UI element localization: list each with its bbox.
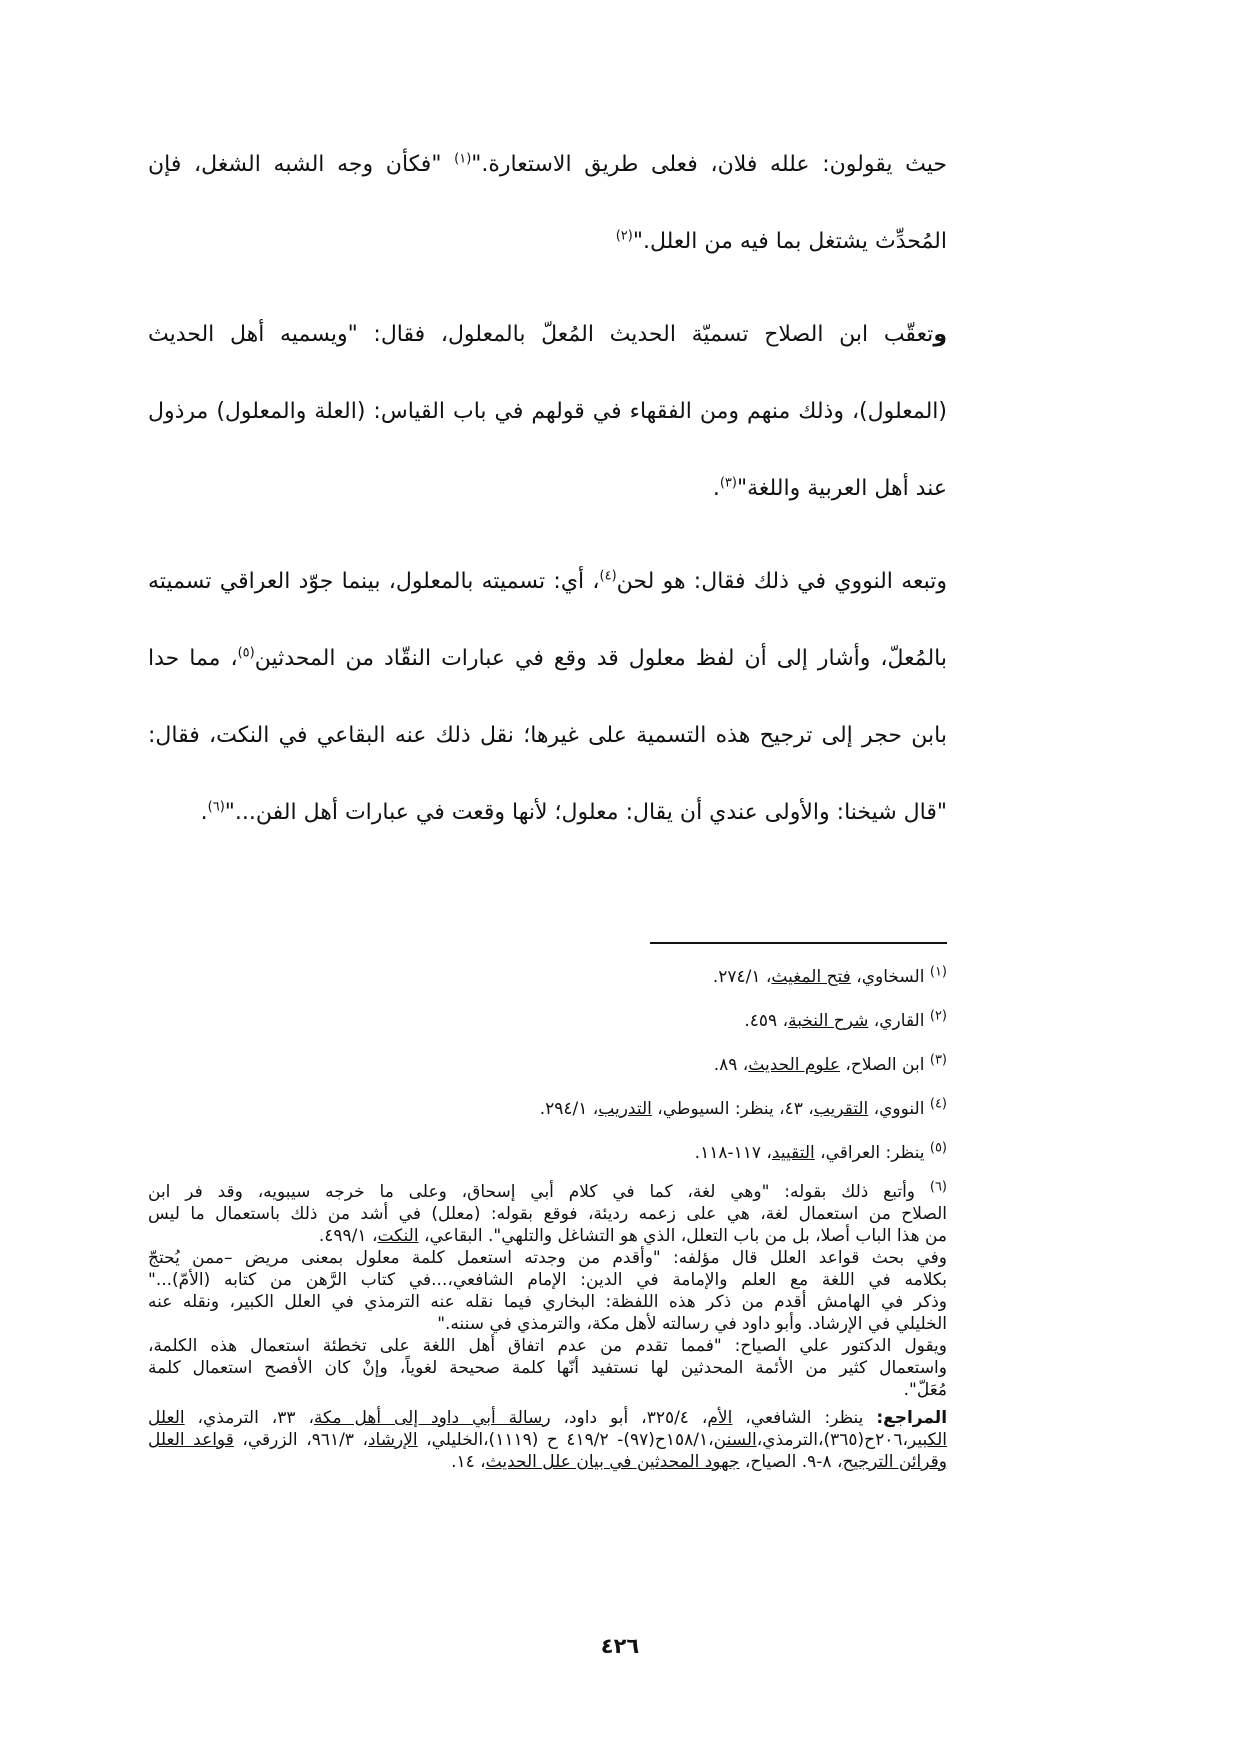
footnote-6-line <box>148 1181 947 1203</box>
paragraph-2-text: تعقّب ابن الصلاح تسميّة الحديث المُعلّ بالمعلول، فقال: "ويسميه أهل الحديث (المعلول)، وذلك منهم ومن الفقهاء في قولهم في باب القياس: (العلة والمعلول) مرذول عند أهل العربية واللغة" <box>148 322 947 501</box>
footnote-2-page: ، ٤٥٩. <box>744 1011 789 1031</box>
references-text: ، ٣٣، الترمذي، <box>184 1408 314 1428</box>
footnote-4-num: (٤) <box>929 1096 947 1112</box>
footnote-5-author: ينظر: العراقي، <box>814 1143 930 1163</box>
reference-title: الإرشاد <box>367 1430 418 1450</box>
footnote-5 <box>148 1131 947 1175</box>
paragraph-2-end: . <box>712 476 720 501</box>
footnote-6-line: وفي بحث قواعد العلل قال مؤلفه: "وأقدم من وجدته استعمل كلمة معلول بمعنى مريض –ممن يُحتجّ <box>148 1248 947 1268</box>
references-text: ،٢٠٦ح(٣٦٥)،الترمذي، <box>756 1430 909 1450</box>
footnote-1-title: فتح المغيث <box>771 967 851 987</box>
footnote-4-title: التقريب <box>813 1099 869 1119</box>
footnote-6-line: بكلامه في اللغة مع العلم والإمامة في الدين: الإمام الشافعي،...في كتاب الرَّهن من كتابه (الأمّ)..." <box>148 1270 947 1290</box>
paragraph-1-text-cont: "فكأن وجه الشبه الشغل، فإن المُحدِّث يشتغل بما فيه من العلل." <box>148 152 947 254</box>
reference-title: قواعد العلل وقرائن الترجيح <box>148 1430 947 1472</box>
footnote-5-page: ، ١١٧-١١٨. <box>694 1143 772 1163</box>
footnote-1-author: السخاوي، <box>850 967 930 987</box>
footnote-3-author: ابن الصلاح، <box>840 1055 930 1075</box>
paragraph-3-text: وتبعه النووي في ذلك فقال: هو لحن <box>616 569 947 594</box>
references-text: ، ٨-٩. الصياح، <box>739 1452 843 1472</box>
paragraph-3 <box>148 543 947 851</box>
footnote-2-title: شرح النخبة <box>788 1011 869 1031</box>
footnote-2-author: القاري، <box>868 1011 930 1031</box>
paragraph-3-text-cont2: ، مما حدا بابن حجر إلى ترجيح هذه التسمية على غيرها؛ نقل ذلك عنه البقاعي في النكت، فقال: "قال شيخنا: والأولى عندي أن يقال: معلول؛ لأنها وقعت في عبارات أهل الفن..." <box>148 646 947 825</box>
footnote-6-title: النكت <box>377 1226 419 1246</box>
footnote-2-num: (٢) <box>929 1008 947 1024</box>
paragraph-3-text-cont: ، أي: تسميته بالمعلول، بينما جوّد العراقي تسميته بالمُعلّ، وأشار إلى أن لفظ معلول قد وقع في عبارات النقّاد من المحدثين <box>148 569 947 671</box>
footnote-3-num: (٣) <box>929 1052 947 1068</box>
footnote-6-line <box>148 1225 947 1247</box>
footnote-6-line: واستعمال كثير من الأئمة المحدثين لها نستفيد أنّها كلمة صحيحة لغوياً، وإنْ كان الأفصح استعمال كلمة <box>148 1358 947 1378</box>
footnote-1-num: (١) <box>929 964 947 980</box>
references-text: ،١٥٨/١ح(٩٧)- ٤١٩/٢ ح (١١١٩)،الخليلي، <box>417 1430 714 1450</box>
footnote-3 <box>148 1043 947 1087</box>
references-text: ، ١٤. <box>451 1452 486 1472</box>
paragraph-2 <box>148 296 947 527</box>
paragraph-3-end: . <box>200 800 208 825</box>
reference-title: العلل الكبير <box>148 1408 947 1450</box>
reference-title: جهود المحدثين في بيان علل الحديث <box>485 1452 740 1472</box>
reference-title: رسالة أبي داود إلى أهل مكة <box>313 1408 551 1428</box>
footnote-2 <box>148 999 947 1043</box>
footnote-1 <box>148 955 947 999</box>
footnote-5-num: (٥) <box>929 1140 947 1156</box>
references-text: ينظر: الشافعي، <box>732 1408 877 1428</box>
footnote-6 <box>148 1181 947 1401</box>
footnote-separator <box>650 942 947 944</box>
footnote-ref-1[interactable]: (١) <box>454 151 472 167</box>
footnotes <box>148 955 947 1473</box>
reference-title: السنن <box>713 1430 757 1450</box>
footnote-ref-2[interactable]: (٢) <box>615 228 633 244</box>
main-text <box>148 126 947 867</box>
footnote-6-num: (٦) <box>929 1179 947 1195</box>
footnote-6-line: مُعَلّ". <box>903 1380 947 1400</box>
footnote-6-page: ، ٤٩٩/١. <box>318 1226 378 1246</box>
page-number: ٤٢٦ <box>600 1634 640 1658</box>
paragraph-2-lead: و <box>933 322 947 347</box>
footnote-ref-5[interactable]: (٥) <box>237 645 255 661</box>
footnote-6-line: وذكر في الهامش أقدم من ذكر هذه اللفظة: البخاري فيما نقله عنه الترمذي في العلل الكبير، ونقله عنه <box>148 1292 947 1312</box>
footnote-ref-6[interactable]: (٦) <box>207 799 225 815</box>
footnote-ref-4[interactable]: (٤) <box>599 568 617 584</box>
footnote-6-line: الصلاح من استعمال لغة، هي على زعمه رديئة، فوقع بقوله: (معلل) في أشد من ذلك باستعمال ما ليس <box>148 1204 947 1224</box>
footnote-6-line-1-text: وأتبع ذلك بقوله: "وهي لغة، كما في كلام أبي إسحاق، وعلى ما خرجه سيبويه، وقد فر ابن <box>148 1182 930 1202</box>
footnote-6-line: الخليلي في الإرشاد. وأبو داود في رسالته لأهل مكة، والترمذي في سننه." <box>437 1314 947 1334</box>
footnote-3-title: علوم الحديث <box>748 1055 840 1075</box>
references-text: ، ٣٢٥/٤، أبو داود، <box>550 1408 708 1428</box>
paragraph-1-text: حيث يقولون: علله فلان، فعلى طريق الاستعارة." <box>471 152 947 177</box>
footnote-ref-3[interactable]: (٣) <box>719 475 737 491</box>
footnote-4-author: النووي، <box>868 1099 930 1119</box>
footnote-5-title: التقييد <box>771 1143 815 1163</box>
footnote-4-page: ، ٢٩٤/١. <box>539 1099 599 1119</box>
footnote-6-line-3-text: من هذا الباب أصلا، بل من باب التعلل، الذي هو التشاغل والتلهي". البقاعي، <box>418 1226 947 1246</box>
footnote-4 <box>148 1087 947 1131</box>
footnote-1-page: ، ٢٧٤/١. <box>712 967 772 987</box>
footnote-3-page: ، ٨٩. <box>713 1055 749 1075</box>
footnote-4-title-2: التدريب <box>598 1099 652 1119</box>
paragraph-1 <box>148 126 947 280</box>
references-text: ، ٩٦١/٣، الزرقي، <box>233 1430 368 1450</box>
footnote-6-line: ويقول الدكتور علي الصياح: "فمما تقدم من عدم اتفاق أهل اللغة على تخطئة استعمال هذه الكلمة، <box>148 1336 947 1356</box>
references <box>148 1407 947 1473</box>
footnote-4-mid: ، ٤٣، ينظر: السيوطي، <box>651 1099 814 1119</box>
references-label: المراجع: <box>876 1408 948 1428</box>
reference-title: الأم <box>707 1408 733 1428</box>
